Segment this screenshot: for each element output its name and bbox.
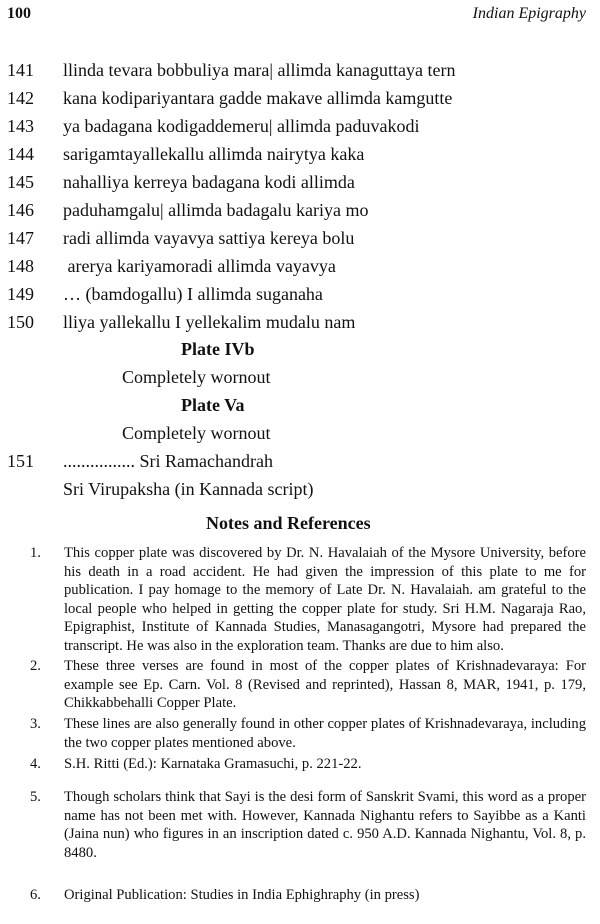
plate-note: Completely wornout xyxy=(122,423,271,443)
script-note: Sri Virupaksha (in Kannada script) xyxy=(63,479,314,499)
note-text: These lines are also generally found in other copper plates of Krishnadevaraya, including the two copper plates mentioned above. xyxy=(64,716,586,751)
running-title: Indian Epigraphy xyxy=(472,5,586,22)
plate-note: Completely wornout xyxy=(122,367,271,387)
note-number: 6. xyxy=(30,887,41,903)
line-number: 149 xyxy=(7,284,34,304)
line-text: radi allimda vayavya sattiya kereya bolu xyxy=(63,228,355,248)
note-number: 2. xyxy=(30,658,41,674)
inscription-line xyxy=(7,88,452,109)
note-text: Original Publication: Studies in India Ephighraphy (in press) xyxy=(64,887,420,903)
inscription-line xyxy=(7,451,273,472)
note-item xyxy=(30,788,586,862)
line-number: 150 xyxy=(7,312,34,332)
note-item xyxy=(30,657,586,713)
inscription-line xyxy=(7,116,419,137)
note-number: 3. xyxy=(30,716,41,732)
line-text: sarigamtayallekallu allimda nairytya kaka xyxy=(63,144,365,164)
page-number: 100 xyxy=(7,5,31,22)
line-number: 148 xyxy=(7,256,34,276)
note-number: 4. xyxy=(30,756,41,772)
note-item xyxy=(30,544,586,655)
inscription-line xyxy=(7,284,323,305)
inscription-line xyxy=(7,312,355,333)
line-text: nahalliya kerreya badagana kodi allimda xyxy=(63,172,355,192)
line-number: 143 xyxy=(7,116,34,136)
notes-heading: Notes and References xyxy=(206,513,371,533)
line-number: 146 xyxy=(7,200,34,220)
line-text: paduhamgalu| allimda badagalu kariya mo xyxy=(63,200,369,220)
inscription-line xyxy=(7,228,354,249)
line-number: 142 xyxy=(7,88,34,108)
inscription-line xyxy=(7,200,369,221)
line-text: ................ Sri Ramachandrah xyxy=(63,451,273,471)
line-text: kana kodipariyantara gadde makave allimda kamgutte xyxy=(63,88,453,108)
line-text: llinda tevara bobbuliya mara| allimda kanaguttaya tern xyxy=(63,60,456,80)
line-text: … (bamdogallu) I allimda suganaha xyxy=(63,284,323,304)
note-text: These three verses are found in most of the copper plates of Krishnadevaraya: For example see Ep. Carn. Vol. 8 (Revised and reprinted), Hassan 8, MAR, 1941, p. 179, Chikkabbehalli Copper Plate. xyxy=(64,658,586,711)
plate-title: Plate Va xyxy=(181,395,245,415)
line-text: lliya yallekallu I yellekalim mudalu nam xyxy=(63,312,356,332)
plate-title: Plate IVb xyxy=(181,339,255,359)
line-number: 147 xyxy=(7,228,34,248)
line-text: ya badagana kodigaddemeru| allimda paduvakodi xyxy=(63,116,420,136)
inscription-line xyxy=(7,60,455,81)
line-number: 144 xyxy=(7,144,34,164)
inscription-line xyxy=(7,256,336,277)
note-item xyxy=(30,715,586,752)
inscription-line xyxy=(7,172,355,193)
note-number: 5. xyxy=(30,789,41,805)
line-text: arerya kariyamoradi allimda vayavya xyxy=(63,256,336,276)
note-text: This copper plate was discovered by Dr. N. Havalaiah of the Mysore University, before his death in a road accident. He had given the impression of this plate to me for publication. I pay homage to the memory of Late Dr. N. Havalaiah. am grateful to the local people who helped in getting the copper plate for study. Sri H.M. Nagaraja Rao, Epigraphist, Institute of Kannada Studies, Manasagangotri, Mysore had prepared the transcript. He was also in the exploration team. Thanks are due to him also. xyxy=(64,545,586,654)
note-text: Though scholars think that Sayi is the desi form of Sanskrit Svami, this word as a proper name has not been met with. However, Kannada Nighantu refers to Sayibbe as a Kanti (Jaina nun) who figures in an inscription dated c. 950 A.D. Kannada Nighantu, Vol. 8, p. 8480. xyxy=(64,789,586,861)
inscription-line xyxy=(7,144,364,165)
note-item xyxy=(30,755,586,774)
line-number: 151 xyxy=(7,451,34,471)
note-item xyxy=(30,886,586,905)
note-number: 1. xyxy=(30,545,41,561)
line-number: 141 xyxy=(7,60,34,80)
line-number: 145 xyxy=(7,172,34,192)
note-text: S.H. Ritti (Ed.): Karnataka Gramasuchi, p. 221-22. xyxy=(64,756,362,772)
